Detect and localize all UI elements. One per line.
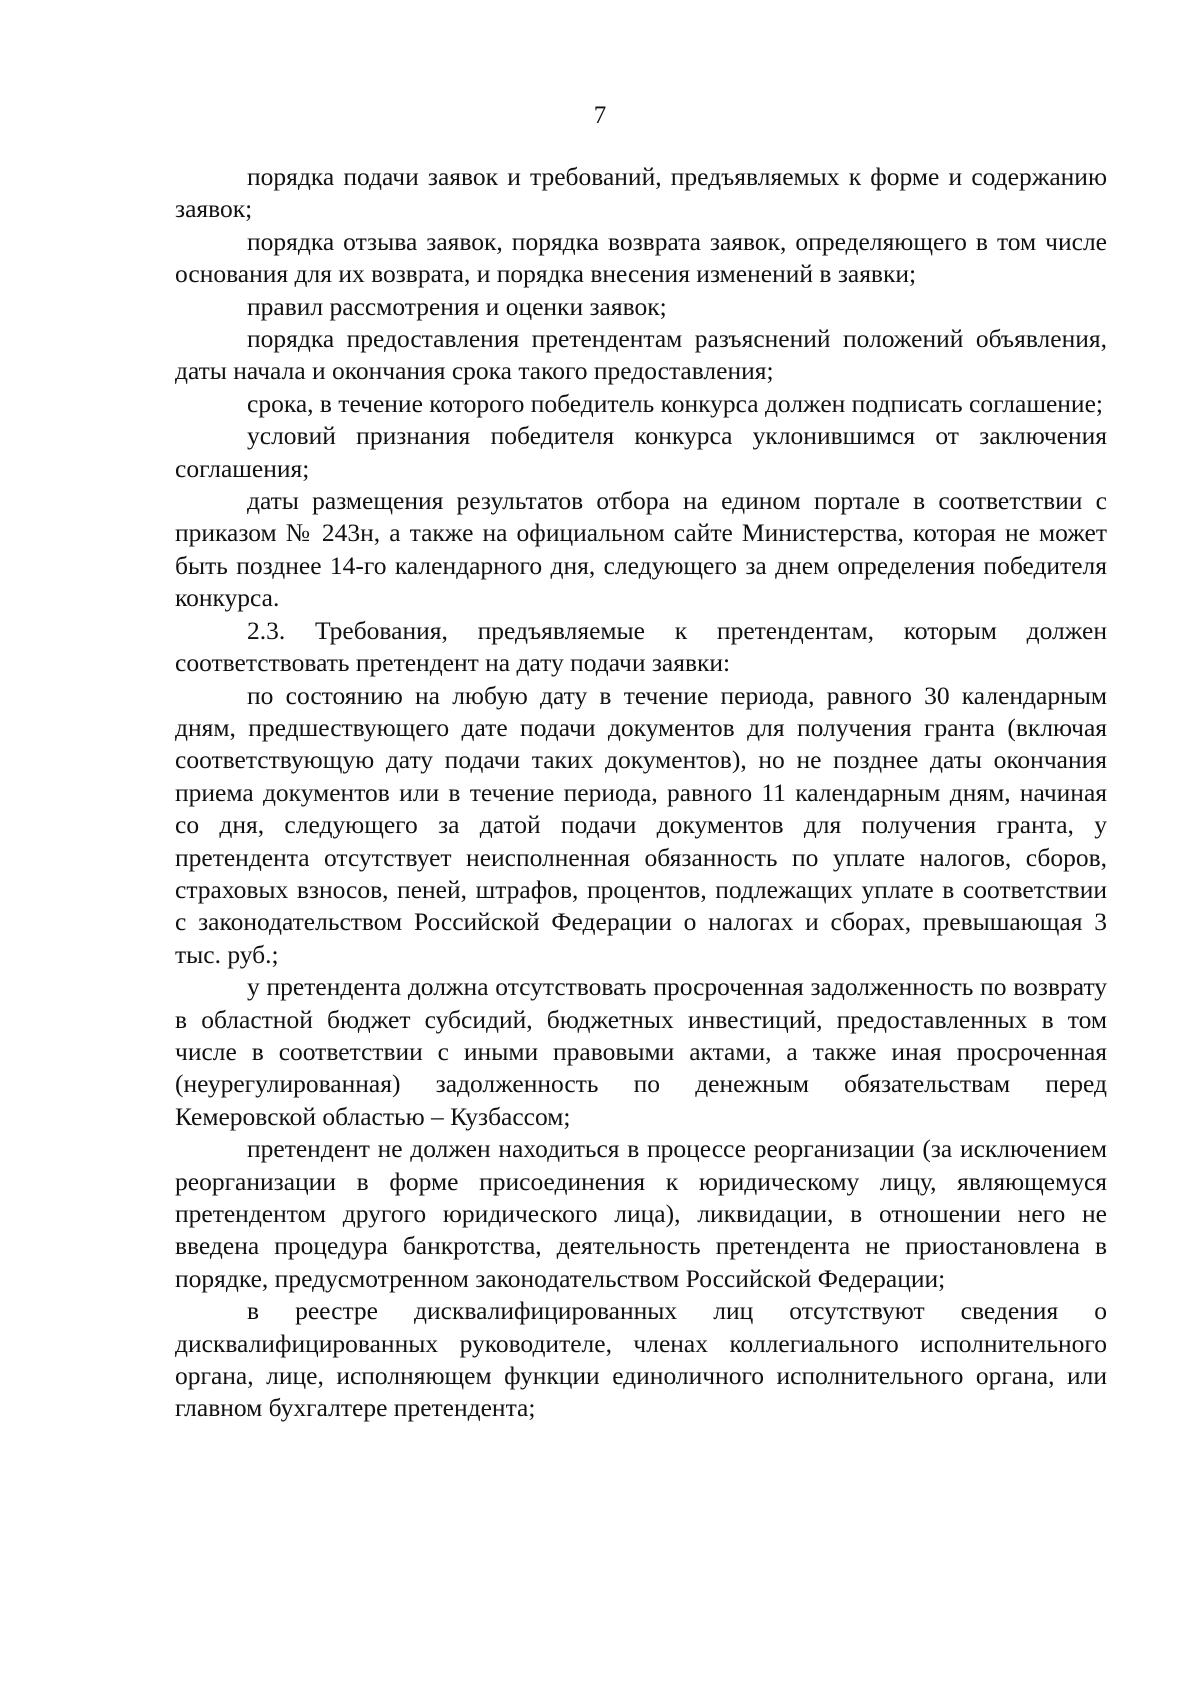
paragraph-clarification-order: порядка предоставления претендентам разъяснений положений объявления, даты начала и окончания срока такого предоставления; (175, 324, 1107, 386)
paragraph-application-submission-order: порядка подачи заявок и требований, предъявляемых к форме и содержанию заявок; (175, 162, 1107, 224)
paragraph-reorganization-requirement: претендент не должен находиться в процессе реорганизации (за исключением реорганизации в форме присоединения к юридическому лицу, являющемуся претендентом другого юридического лица), ликвидации, в отношении него не введена процедура банкротства, деятельность претендента не приостановлена в порядке, предусмотренном законодательством Российской Федерации; (175, 1134, 1107, 1293)
paragraph-disqualified-persons-requirement: в реестре дисквалифицированных лиц отсутствуют сведения о дисквалифицированных руководителе, членах коллегиального исполнительного органа, лице, исполняющем функции единоличного исполнительного органа, или главном бухгалтере претендента; (175, 1296, 1107, 1423)
paragraph-tax-obligation-requirement: по состоянию на любую дату в течение периода, равного 30 календарным дням, предшествующего дате подачи документов для получения гранта (включая соответствующую дату подачи таких документов), но не позднее даты окончания приема документов или в течение периода, равного 11 календарным дням, начиная со дня, следующего за датой подачи документов для получения гранта, у претендента отсутствует неисполненная обязанность по уплате налогов, сборов, страховых взносов, пеней, штрафов, процентов, подлежащих уплате в соответствии с законодательством Российской Федерации о налогах и сборах, превышающая 3 тыс. руб.; (175, 680, 1107, 969)
paragraph-application-withdrawal-order: порядка отзыва заявок, порядка возврата заявок, определяющего в том числе основания для их возврата, и порядка внесения изменений в заявки; (175, 226, 1107, 289)
page-number: 7 (593, 102, 607, 129)
paragraph-evaluation-rules: правил рассмотрения и оценки заявок; (247, 291, 667, 321)
paragraph-section-2-3-requirements: 2.3. Требования, предъявляемые к претендентам, которым должен соответствовать претендент на дату подачи заявки: (175, 615, 1107, 678)
paragraph-signing-term: срока, в течение которого победитель конкурса должен подписать соглашение; (247, 388, 1103, 418)
paragraph-overdue-debt-requirement: у претендента должна отсутствовать просроченная задолженность по возврату в областной бюджет субсидий, бюджетных инвестиций, предоставленных в том числе в соответствии с иными правовыми актами, а также иная просроченная (неурегулированная) задолженность по денежным обязательствам перед Кемеровской областью – Кузбассом; (175, 972, 1107, 1131)
document-body (175, 161, 1107, 1425)
paragraph-evasion-conditions: условий признания победителя конкурса уклонившимся от заключения соглашения; (175, 421, 1107, 483)
paragraph-results-publication-date: даты размещения результатов отбора на едином портале в соответствии с приказом № 243н, а также на официальном сайте Министерства, которая не может быть позднее 14-го календарного дня, следующего за днем определения победителя конкурса. (175, 486, 1107, 613)
